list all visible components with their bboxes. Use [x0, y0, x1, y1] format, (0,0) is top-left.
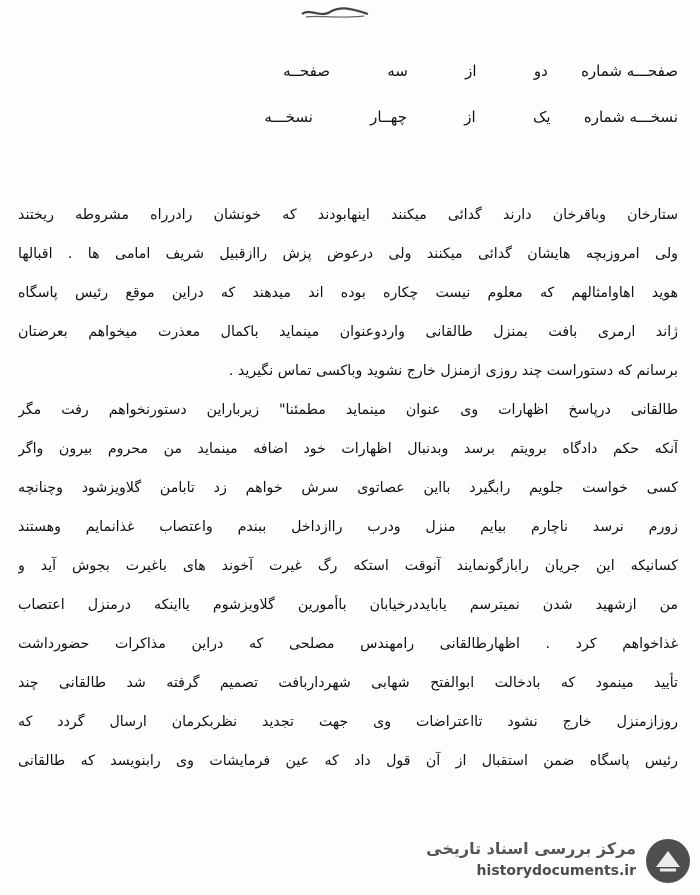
page-number-label: صفحـــه شماره: [581, 62, 678, 80]
copy-number-total: چهــار: [370, 108, 407, 126]
body-line: ژاند ارمری بافت بمنزل طالقانی واردوعنوان مینماید باکمال معذرت میخواهم بعرضتان: [18, 324, 678, 340]
copy-number-of: از: [464, 108, 476, 126]
body-line: روزازمنزل خارج نشود تااعتراضات وی جهت تجدید نظربکرمان ارسال گردد که: [18, 714, 678, 730]
top-stamp-mark: [300, 6, 370, 20]
page-number-unit: صفحــه: [283, 62, 330, 80]
page-number-total: سه: [387, 62, 408, 80]
body-line: غذاخواهم کرد . اظهارطالقانی رامهندس مصلحی که دراین مذاکرات حضورداشت: [18, 636, 678, 652]
body-line: طالقانی درپاسخ اظهارات وی عنوان مینماید مطمئنا" زیرباراین دستورنخواهم رفت مگر: [18, 402, 678, 418]
body-line: کسی خواست جلویم رابگیرد بااین عصاتوی سرش خواهم زد تابامن گلاویزشود وچنانچه: [18, 480, 678, 496]
copy-number-value: یک: [532, 108, 551, 126]
body-line: ستارخان وباقرخان دارند گدائی میکنند اینهابودند که خونشان رادرراه مشروطه ریختند: [18, 207, 678, 223]
document-body: [18, 196, 678, 781]
body-line: زورم نرسد ناچارم بیایم منزل ودرب راازداخل ببندم واعتصاب غذانمایم وهستند: [18, 519, 678, 535]
copy-number-line: [212, 108, 678, 126]
archive-logo-icon: [644, 837, 692, 885]
watermark-title: مرکز بررسی اسناد تاریخی: [426, 839, 636, 858]
copy-number-unit: نسخـــه: [264, 108, 313, 126]
page-number-of: از: [465, 62, 477, 80]
watermark: [392, 837, 692, 889]
body-line: من ازشهید شدن نمیترسم یابایددرخیابان باأمورین گلاویزشوم یااینکه درمنزل اعتصاب: [18, 597, 678, 613]
page-number-value: دو: [533, 62, 548, 80]
body-line: برسانم که دستوراست چند روزی ازمنزل خارج نشوید وباکسی تماس نگیرید .: [228, 363, 678, 379]
copy-number-label: نسخـــه شماره: [583, 108, 678, 126]
body-line: ولی امروزبچه هایشان گدائی میکنند ولی درعوض پزش راازقبیل شریف امامی ها . اقبالها: [18, 246, 678, 262]
body-line: هوید اهاوامثالهم که معلوم نیست چکاره بوده اند میدهند که دراین موقع رئیس پاسگاه: [18, 285, 678, 301]
body-line: تأیید مینمود که بادخالت ابوالفتح شهابی شهرداربافت تصمیم گرفته شد طالقانی چند: [18, 675, 678, 691]
body-line: رئیس پاسگاه ضمن استقبال از آن قول داد که عین فرمایشات وی رابنویسد که طالقانی: [18, 753, 678, 769]
body-line: آنکه حکم دادگاه برویتم برسد وبدنبال اظهارات خود اضافه مینماید من محروم بیرون واگر: [18, 441, 678, 457]
page-number-line: [231, 62, 678, 80]
body-line: کسانیکه این جریان رابازگونمایند آنوقت استکه رگ غیرت آخوند های باغیرت بجوش آید و: [18, 558, 678, 574]
watermark-url: historydocuments.ir: [476, 863, 636, 879]
